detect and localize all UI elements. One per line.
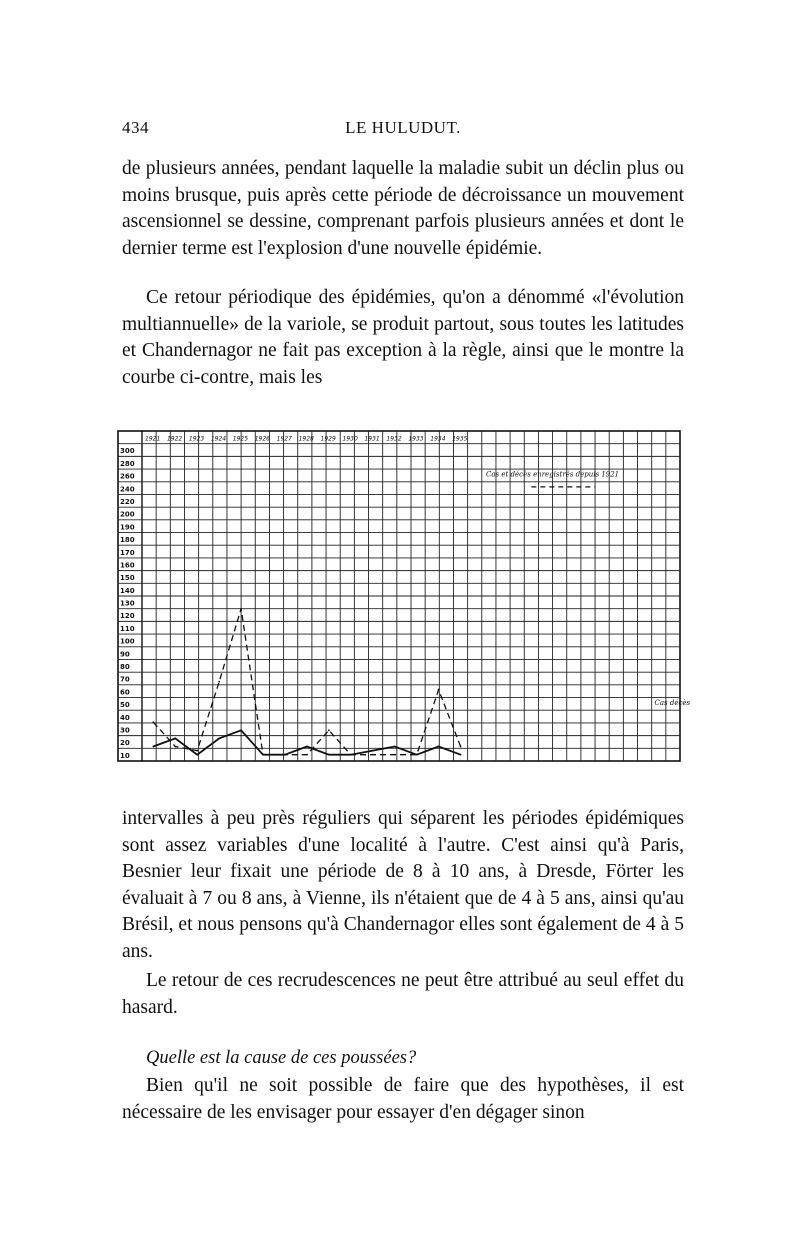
x-tick-label: 1934 — [430, 435, 446, 443]
y-tick-label: 300 — [120, 447, 135, 456]
y-tick-label: 150 — [120, 574, 135, 583]
y-tick-label: 200 — [120, 510, 135, 519]
y-tick-label: 130 — [120, 599, 135, 608]
x-tick-label: 1931 — [364, 435, 380, 443]
y-tick-label: 60 — [120, 688, 130, 697]
running-head: LE HULUDUT. — [345, 118, 461, 137]
data-point — [152, 746, 154, 748]
data-point — [218, 738, 220, 740]
x-tick-label: 1933 — [408, 435, 424, 443]
x-tick-label: 1921 — [145, 435, 161, 443]
y-tick-label: 20 — [120, 739, 130, 748]
data-point — [240, 729, 242, 731]
y-tick-label: 220 — [120, 497, 135, 506]
y-tick-label: 170 — [120, 548, 135, 557]
x-tick-label: 1922 — [166, 435, 183, 443]
data-point — [196, 750, 198, 752]
x-tick-label: 1927 — [276, 435, 292, 443]
paragraph-6: Bien qu'il ne soit possible de faire que des hypothèses, il est nécessaire de les envisager pour essayer d'en dégager sinon — [122, 1075, 684, 1123]
data-point — [416, 754, 418, 756]
section-question: Quelle est la cause de ces poussées? — [146, 1048, 417, 1068]
data-point — [372, 754, 374, 756]
data-point — [152, 721, 154, 723]
series-cases-line — [153, 609, 460, 755]
y-tick-label: 120 — [120, 612, 135, 621]
paragraph-3: intervalles à peu près réguliers qui séparent les périodes épidémiques sont assez variables d'une localité à l'autre. C'est ainsi qu'à Paris, Besnier leur fixait une période de 8 à 10 ans, à Dresde, Förter les évaluait à 7 ou 8 ans, à Vienne, ils n'étaient que de 4 à 5 ans, ainsi qu'au Brésil, et nous pensons qu'à Chandernagor elles sont également de 4 à 5 ans. — [122, 808, 684, 962]
y-tick-label: 30 — [120, 726, 130, 735]
data-point — [174, 746, 176, 748]
data-point — [328, 754, 330, 756]
x-tick-label: 1925 — [232, 435, 249, 443]
smallpox-curve-chart — [114, 425, 691, 765]
y-tick-label: 100 — [120, 637, 135, 646]
data-point — [284, 754, 286, 756]
y-tick-label: 80 — [120, 662, 130, 671]
y-tick-label: 140 — [120, 586, 135, 595]
data-point — [460, 754, 462, 756]
legend-label-cases: Cas et décès enregistrés depuis 1921 — [486, 470, 620, 479]
x-tick-label: 1935 — [452, 435, 468, 443]
x-tick-label: 1923 — [188, 435, 205, 443]
data-point — [394, 746, 396, 748]
y-tick-label: 180 — [120, 536, 135, 545]
y-tick-label: 260 — [120, 472, 135, 481]
page-number: 434 — [122, 118, 149, 137]
page-header — [122, 118, 684, 142]
y-tick-label: 90 — [120, 650, 130, 659]
data-point — [372, 750, 374, 752]
y-tick-label: 10 — [120, 751, 130, 760]
data-point — [174, 738, 176, 740]
data-point — [196, 754, 198, 756]
y-tick-label: 240 — [120, 485, 135, 494]
data-point — [328, 729, 330, 731]
x-tick-label: 1932 — [386, 435, 402, 443]
x-tick-label: 1930 — [342, 435, 358, 443]
data-point — [306, 754, 308, 756]
data-point — [262, 754, 264, 756]
paragraph-4: Le retour de ces recrudescences ne peut être attribué au seul effet du hasard. — [122, 970, 684, 1018]
data-point — [218, 681, 220, 683]
data-point — [350, 754, 352, 756]
chart-canvas — [114, 425, 691, 765]
data-point — [240, 608, 242, 610]
data-point — [438, 746, 440, 748]
x-tick-label: 1929 — [320, 435, 336, 443]
y-tick-label: 40 — [120, 713, 130, 722]
data-point — [460, 746, 462, 748]
paragraph-1: de plusieurs années, pendant laquelle la maladie subit un déclin plus ou moins brusque, puis après cette période de décroissance un mouvement ascensionnel se dessine, comprenant parfois plusieurs années et dont le dernier terme est l'explosion d'une nouvelle épidémie. — [122, 158, 684, 259]
y-tick-label: 160 — [120, 561, 135, 570]
y-tick-label: 50 — [120, 701, 130, 710]
data-point — [394, 754, 396, 756]
y-tick-label: 280 — [120, 459, 135, 468]
y-tick-label: 70 — [120, 675, 130, 684]
data-point — [306, 746, 308, 748]
y-tick-label: 110 — [120, 624, 135, 633]
paragraph-2: Ce retour périodique des épidémies, qu'on a dénommé «l'évolution multiannuelle» de la variole, se produit partout, sous toutes les latitudes et Chandernagor ne fait pas exception à la règle, ainsi que le montre la courbe ci-contre, mais les — [122, 287, 684, 388]
y-tick-label: 190 — [120, 523, 135, 532]
data-point — [438, 689, 440, 691]
x-tick-label: 1926 — [254, 435, 271, 443]
x-tick-label: 1924 — [210, 435, 227, 443]
x-tick-label: 1928 — [298, 435, 314, 443]
legend-label-deaths: Cas décès — [654, 699, 691, 708]
